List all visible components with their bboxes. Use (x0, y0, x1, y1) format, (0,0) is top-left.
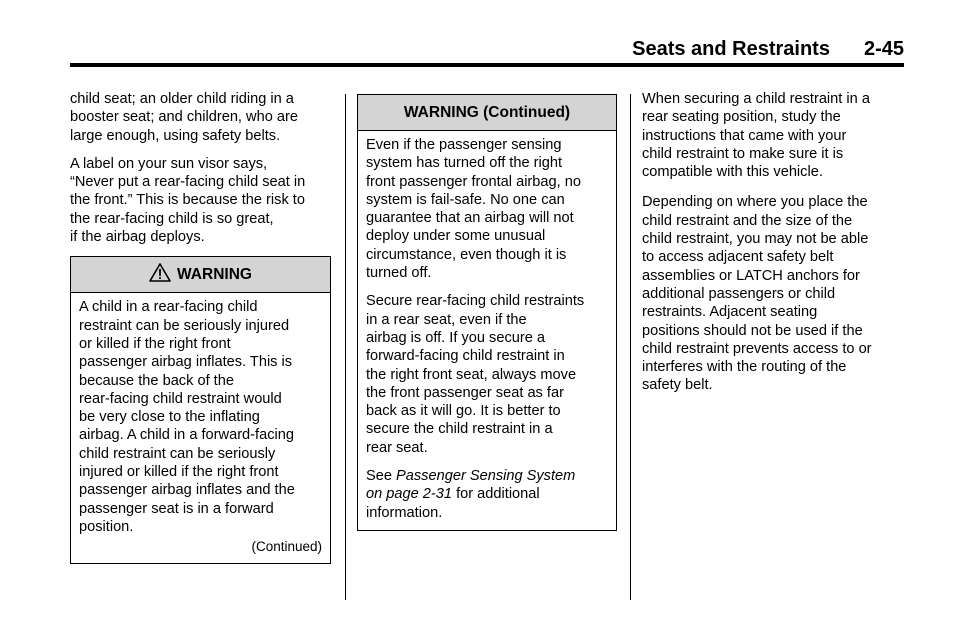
continued-label: (Continued) (251, 539, 322, 555)
warning-continued-box (357, 94, 617, 531)
cross-reference-link[interactable]: Passenger Sensing System (396, 468, 576, 485)
paragraph-securing-rear: When securing a child restraint in a rear seating position, study the instructions that came with your child restraint to make sure it is compatible with this vehicle. (642, 91, 870, 181)
paragraph-sun-visor: A label on your sun visor says, “Never put a rear-facing child seat in the front.” This is because the risk to the rear-facing child is so great, if the airbag deploys. (70, 155, 306, 246)
section-title: Seats and Restraints (632, 38, 830, 60)
column-1 (70, 90, 333, 564)
cross-reference-page[interactable]: on page 2-31 (366, 486, 453, 503)
warning-continued-header: WARNING (Continued) (358, 95, 616, 131)
page-header (632, 38, 904, 61)
warning-text: A child in a rear-facing child restraint can be seriously injured or killed if the right front passenger airbag inflates. This is because the back of the rear-facing child restraint would be very close to the inflating airbag. A child in a forward-facing child restraint can be seriously injured or killed if the right front passenger airbag inflates and the passenger seat is in a forward position. (79, 299, 295, 535)
paragraph-fail-safe: Even if the passenger sensing system has turned off the right front passenger frontal airbag, no system is fail-safe. No one can guarantee that an airbag will not deploy under some unusual circumstance, even though it is turned off. (366, 137, 581, 282)
warning-box (70, 256, 331, 563)
column-2 (357, 94, 618, 531)
header-rule (70, 63, 904, 67)
warning-continued-body (358, 131, 616, 530)
page-number: 2-45 (863, 38, 904, 60)
column-divider-1 (345, 94, 346, 600)
paragraph-see-reference: See Passenger Sensing System on page 2-31 for additional information. (366, 468, 576, 521)
warning-title: WARNING (177, 266, 252, 284)
paragraph-adjacent-positions: Depending on where you place the child restraint and the size of the child restraint, you may not be able to access adjacent safety belt assemblies or LATCH anchors for additional passengers or child restraints. Adjacent seating positions should not be used if the child restraint prevents access to or interferes with the routing of the safety belt. (642, 194, 872, 394)
paragraph-secure-restraints: Secure rear-facing child restraints in a rear seat, even if the airbag is off. If you secure a forward-facing child restraint in the right front seat, always move the front passenger seat as far back as it will go. It is better to secure the child restraint in a rear seat. (366, 293, 585, 456)
warning-header (71, 257, 330, 293)
warning-triangle-icon (149, 260, 171, 295)
column-3 (642, 90, 904, 405)
warning-body (71, 293, 330, 562)
column-divider-2 (630, 94, 631, 600)
paragraph-child-seat: child seat; an older child riding in a booster seat; and children, who are large enough, using safety belts. (70, 91, 298, 144)
